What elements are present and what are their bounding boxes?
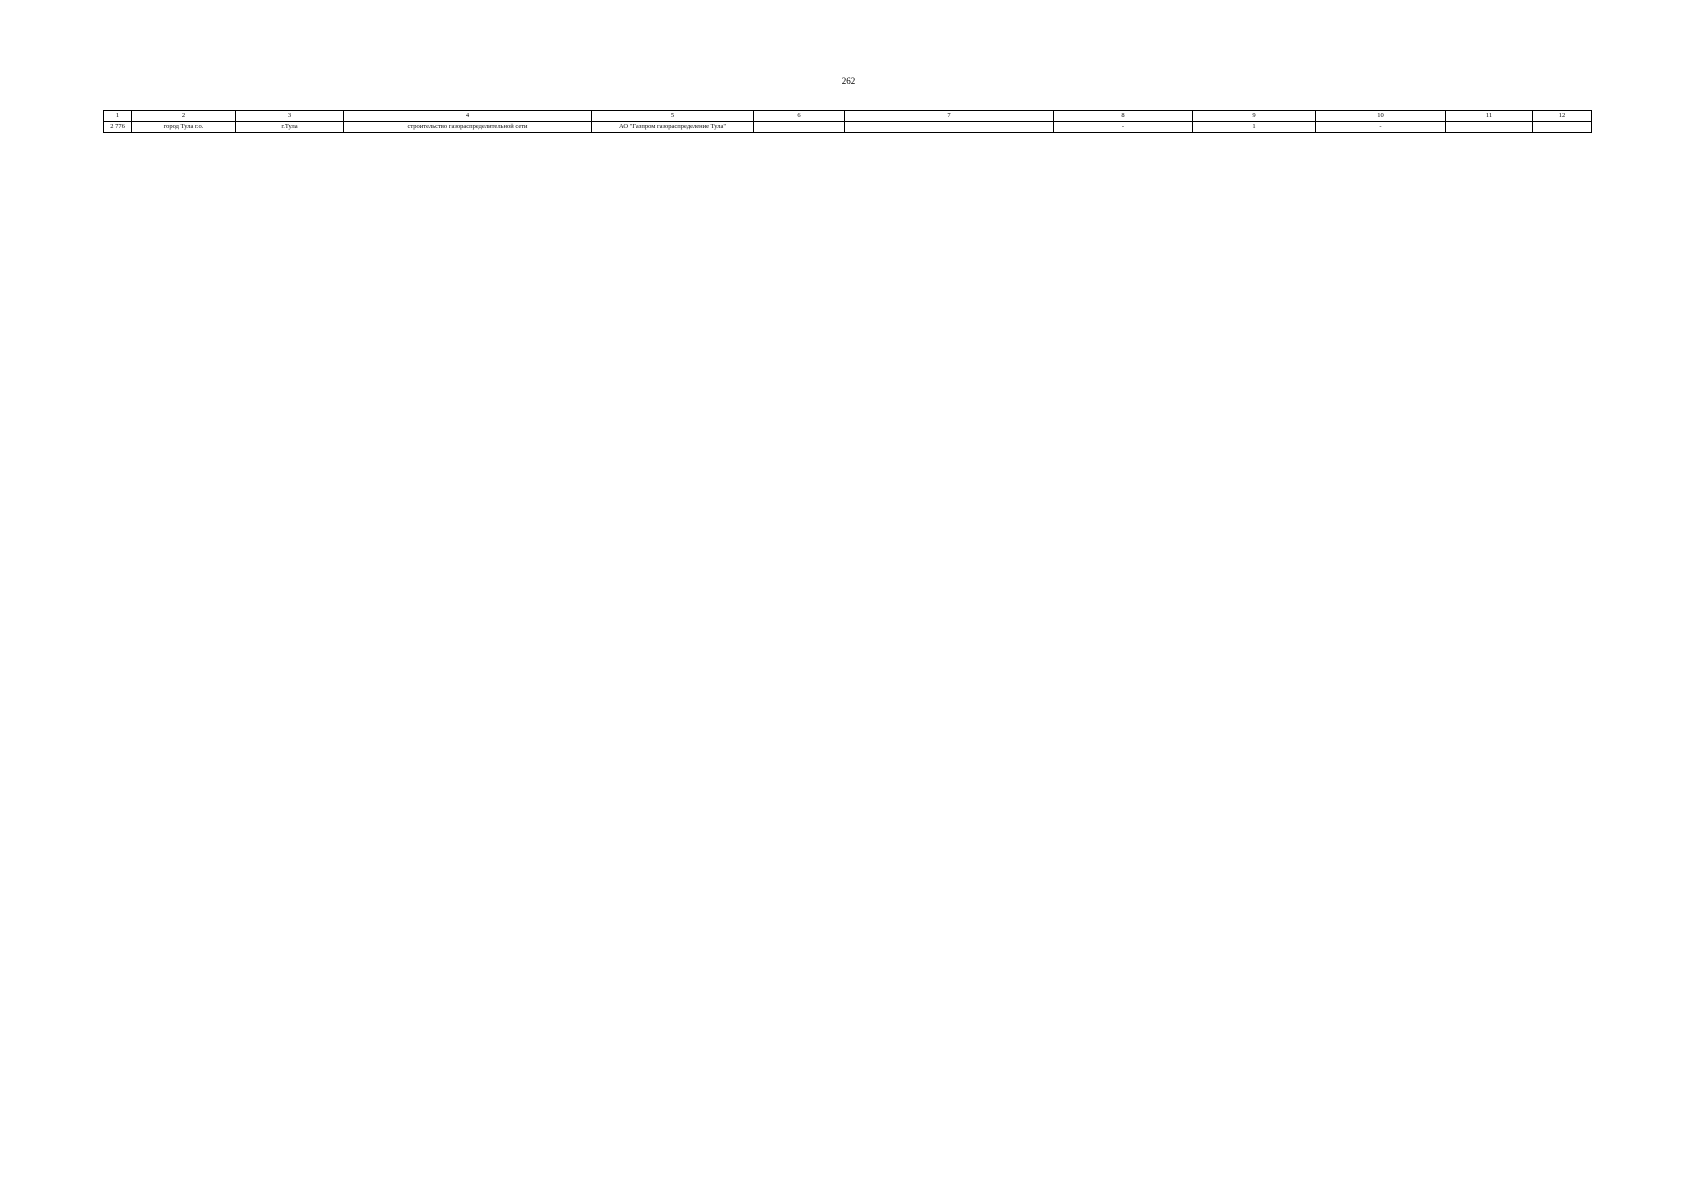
- table-cell: -: [1054, 122, 1193, 133]
- table-cell: [845, 122, 1054, 133]
- header-cell: 1: [104, 111, 132, 122]
- header-cell: 4: [344, 111, 592, 122]
- table-row: [104, 122, 1592, 133]
- header-cell: 10: [1316, 111, 1446, 122]
- page-number: 262: [841, 76, 856, 86]
- header-cell: 3: [236, 111, 344, 122]
- table-cell: строительство газораспределительной сети: [344, 122, 592, 133]
- header-cell: 5: [592, 111, 754, 122]
- header-cell: 9: [1193, 111, 1316, 122]
- header-row: [104, 111, 1592, 122]
- header-cell: 2: [132, 111, 236, 122]
- table-cell: -: [1316, 122, 1446, 133]
- table-cell: [1446, 122, 1533, 133]
- table-cell: [754, 122, 845, 133]
- registry-table: [103, 110, 1592, 133]
- header-cell: 8: [1054, 111, 1193, 122]
- table-cell: город Тула г.о.: [132, 122, 236, 133]
- table-cell: АО "Газпром газораспределение Тула": [592, 122, 754, 133]
- table-cell: 2 776: [104, 122, 132, 133]
- table-cell: 1: [1193, 122, 1316, 133]
- table-cell: г.Тула: [236, 122, 344, 133]
- header-cell: 6: [754, 111, 845, 122]
- header-cell: 12: [1533, 111, 1592, 122]
- header-cell: 7: [845, 111, 1054, 122]
- header-cell: 11: [1446, 111, 1533, 122]
- table-cell: [1533, 122, 1592, 133]
